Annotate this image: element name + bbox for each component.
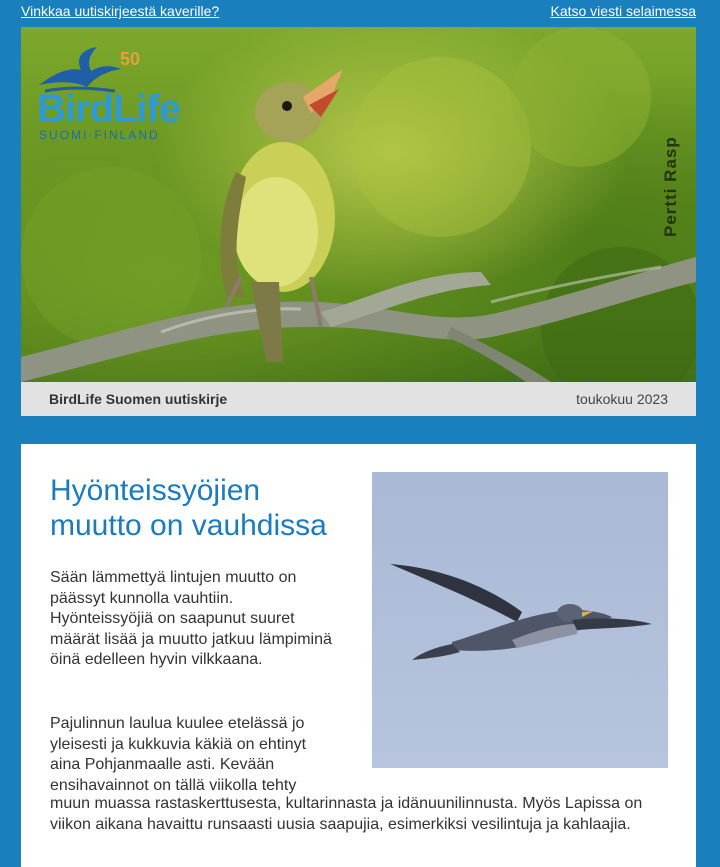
newsletter-header-strip (21, 382, 696, 416)
birdlife-logo-text: BirdLife (37, 87, 181, 131)
article-card (21, 444, 696, 867)
forward-to-friend-link[interactable]: Vinkkaa uutiskirjeestä kaverille? (21, 3, 220, 19)
view-in-browser-link[interactable]: Katso viesti selaimessa (550, 3, 696, 19)
newsletter-title: BirdLife Suomen uutiskirje (49, 391, 228, 407)
top-link-bar (0, 0, 720, 24)
anniversary-badge: 50 (120, 49, 141, 69)
birdlife-logo-subtitle: SUOMI·FINLAND (39, 128, 160, 142)
article-paragraph-2-end: muun muassa rastaskerttusesta, kultarinnasta ja idänuunilinnusta. Myös Lapissa on viikon aikana havaittu runsaasti uusia saapujia, esimerkiksi vesilintuja ja kahlaajia. (50, 795, 643, 833)
cuckoo-photo[interactable] (372, 472, 668, 768)
article-paragraph-1: Sään lämmettyä lintujen muutto on päässyt kunnolla vauhtiin. Hyönteissyöjiä on saapunut suuret määrät lisää ja muutto jatkuu lämpiminä öinä edelleen hyvin vilkkaana. (50, 569, 332, 668)
article-headline[interactable]: Hyönteissyöjien muutto on vauhdissa (50, 474, 327, 542)
photo-credit: Pertti Rasp (661, 136, 680, 237)
article-paragraph-2-start: Pajulinnun laulua kuulee etelässä jo yleisesti ja kukkuvia käkiä on ehtinyt aina Pohjanmaalle asti. Kevään ensihavainnot on tällä viikolla tehty (50, 715, 307, 794)
newsletter-date: toukokuu 2023 (576, 391, 668, 407)
hero-banner (21, 27, 696, 382)
